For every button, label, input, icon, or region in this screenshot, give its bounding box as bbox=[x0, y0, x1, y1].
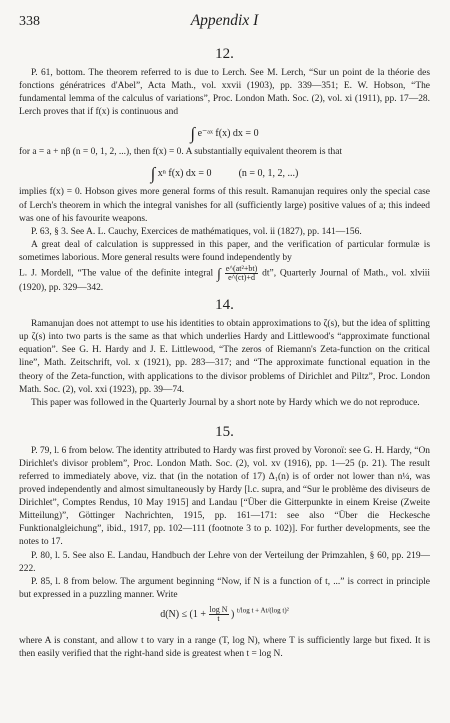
integral-sign: ∫ bbox=[190, 124, 196, 144]
equation-moments bbox=[19, 161, 430, 183]
paragraph: P. 63, § 3. See A. L. Cauchy, Exercices de mathématiques, vol. ii (1827), pp. 141—156. bbox=[31, 226, 362, 237]
paragraph: P. 80, l. 5. See also E. Landau, Handbuch der Lehre von der Verteilung der Primzahlen, § 60, pp. 219—222. bbox=[19, 550, 430, 574]
paragraph: Ramanujan does not attempt to use his identities to obtain approximations to ζ(s), but the idea of splitting up ζ(s) into two parts is the same as that which underlies Hardy and Littlewood's “approximate functional equation”. See G. H. Hardy and J. E. Littlewood, “The zeros of Riemann's Zeta-function on the critical line”, Math. Zeitschrift, vol. x (1921), pp. 283—317; and “The approximate functional equation in the theory of the Zeta-function, with applications to the divisor problems of Dirichlet and Piltz”, Proc. London Math. Soc. (2), vol. xxi (1923), pp. 39—74. bbox=[19, 319, 430, 395]
equation-body: xⁿ f(x) dx = 0 bbox=[157, 168, 212, 180]
paragraph: for a = a + nβ (n = 0, 1, 2, ...), then f(x) = 0. A substantially equivalent theorem is that bbox=[19, 147, 343, 158]
equation-lerch bbox=[19, 121, 430, 143]
integral-sign: ∫ bbox=[217, 266, 221, 282]
fraction: $\frac{\text{e\textasciicircum{}(at²+bt)}}{e\^{}(ct)+d}$ bbox=[225, 264, 258, 283]
paragraph: P. 61, bottom. The theorem referred to is due to Lerch. See M. Lerch, “Sur un point de la théorie des fonctions génératrices d'Abel”, Acta Math., vol. xxvii (1903), pp. 339—351; E. W. Hobson, “The fundamental lemma of the calculus of variations”, Proc. London Math. Soc. (2), vol. xi (1911), pp. 17—28. Lerch proves that if f(x) is continuous and bbox=[19, 68, 430, 118]
equation-divisor-bound: d(N) ≤ (1 + $\frac{\text{log N}}{t}$ ) $^{t/log t + At/(log t)^2}$ bbox=[160, 604, 289, 623]
paragraph: P. 79, l. 6 from below. The identity attributed to Hardy was first proved by Voronoï: see G. H. Hardy, “On Dirichlet's divisor problem”, Proc. London Math. Soc. (2), vol. xv (1916), pp. 1—25 (p. 21). The result referred to immediately above, viz. that (in the notation of 17) Δ₁(n) is of order not lower than n¼, was proved independently and almost simultaneously by Hardy [l.c. supra, and “Sur le problème des diviseurs de Dirichlet”, Comptes Rendus, 10 May 1915] and Landau [“Über die Gitterpunkte in einem Kreise (Zweite Mitteilung)”, Göttinger Nachrichten, 1915, pp. 161—171: see also “Über die Heckesche Funktionalgleichung”, ibid., 1917, pp. 102—111 (footnote 3 to p. 102)]. For further developments, see the notes to 17. bbox=[19, 445, 430, 548]
equation-condition: (n = 0, 1, 2, ...) bbox=[238, 168, 299, 180]
paragraph: implies f(x) = 0. Hobson gives more general forms of this result. Ramanujan requires only the special case of Lerch's theorem in which the integral vanishes for all (sufficiently large) positive values of a; this indeed was one of his favourite weapons. bbox=[19, 187, 430, 224]
paragraph: A great deal of calculation is suppressed in this paper, and the verification of particular formulæ is sometimes laborious. More general results were found independently by bbox=[19, 239, 430, 263]
paragraph: This paper was followed in the Quarterly Journal by a short note by Hardy which we do not reproduce. bbox=[31, 397, 420, 408]
paragraph-mordell: L. J. Mordell, “The value of the definite integral ∫ $\frac{\text{e\textasciicircum{}(at²+bt)}}{e\^{}(ct)+d}$ dt”, Quarterly Journal of Math., vol. xlviii (1920), pp. 329—342. bbox=[19, 264, 431, 294]
page-number: 338 bbox=[19, 14, 40, 29]
equation-body: e⁻ᵃˣ f(x) dx = 0 bbox=[197, 128, 259, 140]
fraction: $\frac{\text{log N}}{t}$ bbox=[209, 604, 228, 623]
running-title: Appendix I bbox=[190, 12, 259, 29]
section-heading-15: 15. bbox=[215, 423, 234, 440]
section-heading-14: 14. bbox=[215, 297, 234, 314]
running-header bbox=[19, 10, 430, 32]
section-heading-12: 12. bbox=[215, 46, 234, 62]
integral-sign: ∫ bbox=[150, 164, 156, 184]
paragraph: where A is constant, and allow t to vary in a range (T, log N), where T is sufficiently large but fixed. It is then easily verified that the right-hand side is greatest when t = log N. bbox=[19, 635, 430, 659]
paragraph: P. 85, l. 8 from below. The argument beginning “Now, if N is a function of t, ...” is correct in principle but expressed in a puzzling manner. Write bbox=[19, 576, 430, 600]
